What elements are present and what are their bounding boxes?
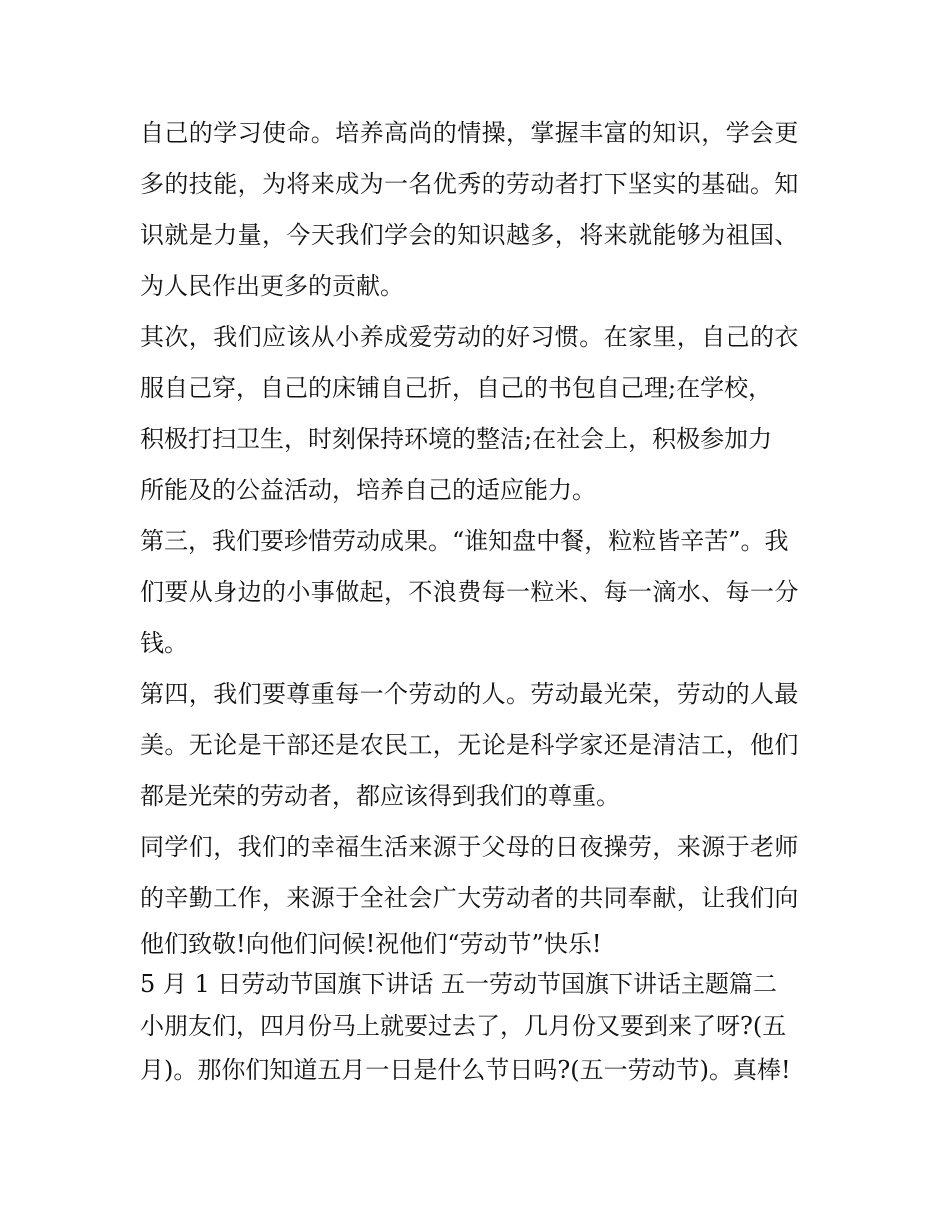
text-line: 同学们，我们的幸福生活来源于父母的日夜操劳，来源于老师	[140, 833, 799, 861]
text-line: 所能及的公益活动，培养自己的适应能力。	[140, 476, 596, 504]
text-line: 第三，我们要珍惜劳动成果。“谁知盘中餐，粒粒皆辛苦”。我	[140, 527, 789, 555]
section-heading: 5 月 1 日劳动节国旗下讲话 五一劳动节国旗下讲话主题篇二	[140, 970, 778, 998]
text-line: 识就是力量，今天我们学会的知识越多，将来就能够为祖国、	[140, 221, 799, 249]
document-body	[140, 108, 820, 1092]
text-line: 月)。那你们知道五月一日是什么节日吗?(五一劳动节)。真棒!	[140, 1056, 791, 1084]
text-line: 钱。	[140, 629, 188, 657]
text-line: 服自己穿，自己的床铺自己折，自己的书包自己理;在学校，	[140, 374, 773, 402]
text-line: 积极打扫卫生，时刻保持环境的整洁;在社会上，积极参加力	[140, 425, 773, 453]
text-line: 小朋友们，四月份马上就要过去了，几月份又要到来了呀?(五	[140, 1012, 787, 1040]
text-line: 其次，我们应该从小养成爱劳动的好习惯。在家里，自己的衣	[140, 323, 799, 351]
text-line: 都是光荣的劳动者，都应该得到我们的尊重。	[140, 782, 620, 810]
text-line: 第四，我们要尊重每一个劳动的人。劳动最光荣，劳动的人最	[140, 680, 799, 708]
text-line: 他们致敬!向他们问候!祝他们“劳动节”快乐!	[140, 930, 602, 958]
text-line: 们要从身边的小事做起，不浪费每一粒米、每一滴水、每一分	[140, 578, 799, 606]
text-line: 的辛勤工作，来源于全社会广大劳动者的共同奉献，让我们向	[140, 884, 799, 912]
text-line: 自己的学习使命。培养高尚的情操，掌握丰富的知识，学会更	[140, 119, 799, 147]
text-line: 多的技能，为将来成为一名优秀的劳动者打下坚实的基础。知	[140, 170, 799, 198]
text-line: 为人民作出更多的贡献。	[140, 272, 404, 300]
text-line: 美。无论是干部还是农民工，无论是科学家还是清洁工，他们	[140, 731, 799, 759]
